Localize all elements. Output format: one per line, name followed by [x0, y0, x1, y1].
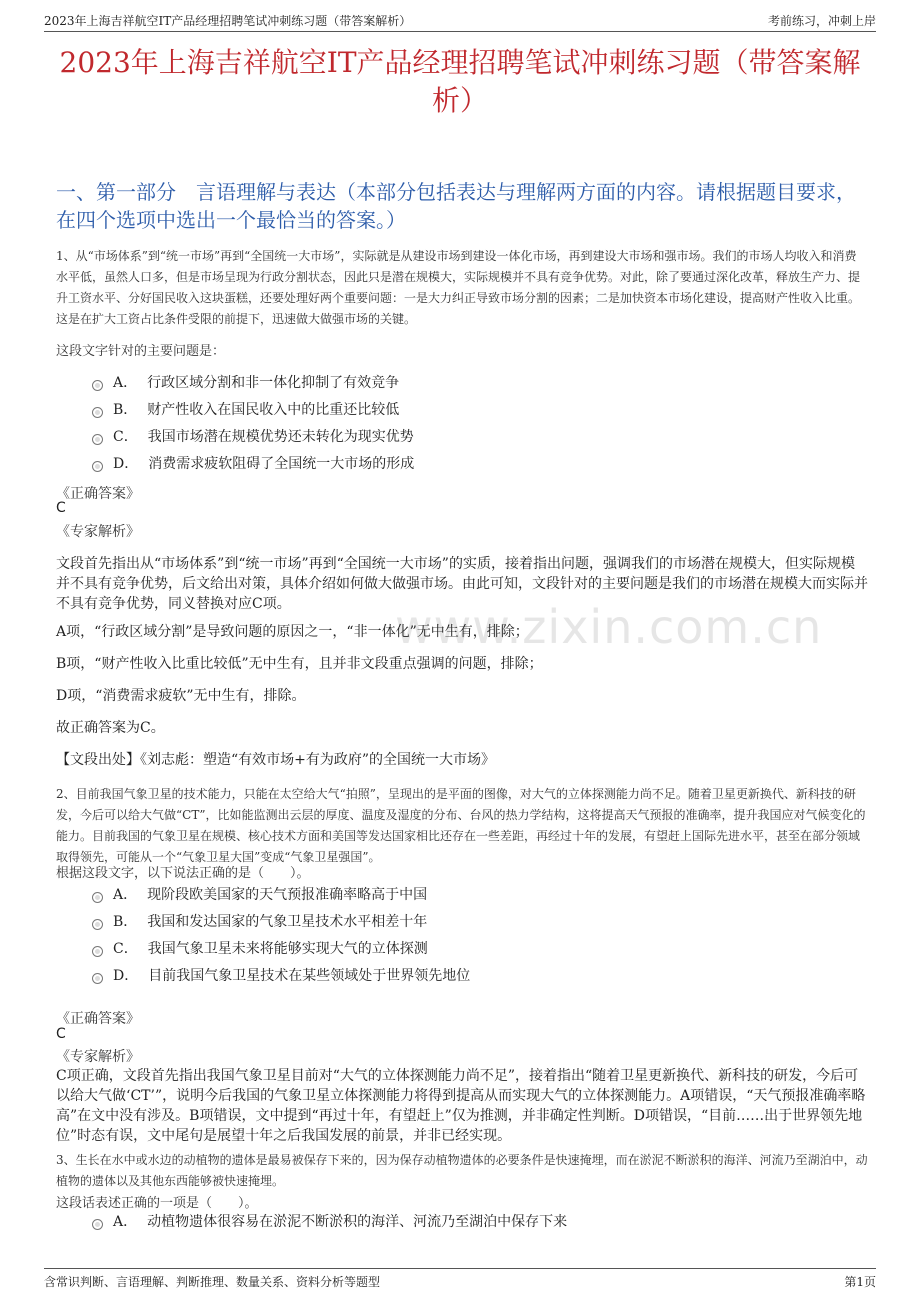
header-divider [44, 31, 876, 32]
option-letter: A． [113, 375, 138, 391]
radio-icon[interactable] [92, 1219, 103, 1230]
option-letter: D． [113, 968, 139, 984]
header-document-title: 2023年上海吉祥航空IT产品经理招聘笔试冲刺练习题（带答案解析） [44, 14, 412, 28]
footer-divider [44, 1268, 876, 1269]
question-1-option-b[interactable] [92, 399, 399, 419]
question-2-answer: C [56, 1026, 66, 1042]
question-1-option-c[interactable] [92, 426, 414, 446]
question-1-analysis-paragraph: 文段首先指出从“市场体系”到“统一市场”再到“全国统一大市场”的实质，接着指出问题，强调我们的市场潜在规模大，但实际规模并不具有竞争优势，后文给出对策，具体介绍如何做大做强市场。由此可知，文段针对的主要问题是我们的市场潜在规模大而实际并不具有竞争优势，同义替换对应C项。 [56, 556, 868, 612]
question-2-option-d[interactable] [92, 965, 470, 985]
question-1-analysis-a: A项，“行政区域分割”是导致问题的原因之一，“非一体化”无中生有，排除； [56, 624, 529, 640]
footer-question-types: 含常识判断、言语理解、判断推理、数量关系、资料分析等题型 [44, 1275, 381, 1289]
option-text: 现阶段欧美国家的天气预报准确率略高于中国 [147, 887, 428, 903]
option-text: 财产性收入在国民收入中的比重还比较低 [147, 402, 400, 418]
radio-icon[interactable] [92, 434, 103, 445]
radio-icon[interactable] [92, 973, 103, 984]
question-1-option-d[interactable] [92, 453, 414, 473]
question-2-answer-label: 《正确答案》 [56, 1011, 140, 1027]
question-1-option-a[interactable] [92, 372, 399, 392]
question-3-option-a[interactable] [92, 1211, 567, 1231]
option-text: 目前我国气象卫星技术在某些领域处于世界领先地位 [148, 968, 471, 984]
page-number: 第1页 [844, 1275, 876, 1289]
option-letter: B． [113, 402, 138, 418]
radio-icon[interactable] [92, 946, 103, 957]
radio-icon[interactable] [92, 380, 103, 391]
option-letter: D． [113, 456, 139, 472]
question-1-prompt: 这段文字针对的主要问题是： [56, 344, 226, 359]
question-2-analysis: C项正确，文段首先指出我国气象卫星目前对“大气的立体探测能力尚不足”，接着指出“随着卫星更新换代、新科技的研发，今后可以给大气做‘CT’”，说明今后我国的气象卫星立体探测能力将得到提高从而实现大气的立体探测能力。A项错误，“天气预报准确率略高”在文中没有涉及。B项错误，文中提到“再过十年，有望赶上”仅为推测，并非确定性判断。D项错误，“目前……出于世界领先地位”时态有误，文中尾句是展望十年之后我国发展的前景，并非已经实现。 [56, 1068, 866, 1144]
header-slogan: 考前练习，冲刺上岸 [767, 14, 876, 28]
question-3-text: 3、生长在水中或水边的动植物的遗体是最易被保存下来的，因为保存动植物遗体的必要条件是快速掩埋，而在淤泥不断淤积的海洋、河流乃至湖泊中，动植物的遗体以及其他东西能够被快速掩埋。 [56, 1153, 868, 1188]
question-1-analysis-label: 《专家解析》 [56, 524, 140, 540]
question-2-option-b[interactable] [92, 911, 427, 931]
option-letter: A． [113, 887, 138, 903]
question-2-analysis-label: 《专家解析》 [56, 1049, 140, 1065]
option-text: 消费需求疲软阻碍了全国统一大市场的形成 [148, 456, 415, 472]
option-letter: B． [113, 914, 138, 930]
watermark: www.zixin.com.cn [395, 600, 823, 654]
question-3-prompt: 这段话表述正确的一项是（ ）。 [56, 1196, 258, 1211]
question-1-conclusion: 故正确答案为C。 [56, 720, 165, 736]
question-2-option-a[interactable] [92, 884, 427, 904]
question-1-answer-label: 《正确答案》 [56, 486, 140, 502]
page-title: 2023年上海吉祥航空IT产品经理招聘笔试冲刺练习题（带答案解析） [59, 46, 861, 117]
question-2-option-c[interactable] [92, 938, 428, 958]
option-text: 我国市场潜在规模优势还未转化为现实优势 [147, 429, 414, 445]
option-letter: A． [113, 1214, 138, 1230]
radio-icon[interactable] [92, 892, 103, 903]
question-2-prompt: 根据这段文字，以下说法正确的是（ ）。 [56, 866, 310, 881]
radio-icon[interactable] [92, 919, 103, 930]
radio-icon[interactable] [92, 461, 103, 472]
question-1-analysis-b: B项，“财产性收入比重比较低”无中生有，且并非文段重点强调的问题，排除； [56, 656, 543, 672]
option-text: 我国和发达国家的气象卫星技术水平相差十年 [147, 914, 428, 930]
option-letter: C． [113, 429, 138, 445]
option-text: 我国气象卫星未来将能够实现大气的立体探测 [147, 941, 428, 957]
question-1-source: 【文段出处】《刘志彪：塑造“有效市场+有为政府”的全国统一大市场》 [56, 752, 496, 768]
radio-icon[interactable] [92, 407, 103, 418]
option-letter: C． [113, 941, 138, 957]
question-1-analysis-d: D项，“消费需求疲软”无中生有，排除。 [56, 688, 306, 704]
option-text: 动植物遗体很容易在淤泥不断淤积的海洋、河流乃至湖泊中保存下来 [147, 1214, 568, 1230]
section-heading: 一、第一部分 言语理解与表达（本部分包括表达与理解两方面的内容。请根据题目要求，在四个选项中选出一个最恰当的答案。） [56, 180, 856, 232]
option-text: 行政区域分割和非一体化抑制了有效竞争 [147, 375, 400, 391]
question-1-text: 1、从“市场体系”到“统一市场”再到“全国统一大市场”，实际就是从建设市场到建设一体化市场，再到建设大市场和强市场。我们的市场人均收入和消费水平低，虽然人口多，但是市场呈现为行政分割状态，因此只是潜在规模大，实际规模并不具有竞争优势。对此，除了要通过深化改革，释放生产力、提升工资水平、分好国民收入这块蛋糕，还要处理好两个重要问题：一是大力纠正导致市场分割的因素；二是加快资本市场化建设，提高财产性收入比重。这是在扩大工资占比条件受限的前提下，迅速做大做强市场的关键。 [56, 249, 861, 326]
question-1-answer: C [56, 500, 66, 516]
question-2-text: 2、目前我国气象卫星的技术能力，只能在太空给大气“拍照”，呈现出的是平面的图像，对大气的立体探测能力尚不足。随着卫星更新换代、新科技的研发，今后可以给大气做“CT”，比如能监测出云层的厚度、温度及湿度的分布、台风的热力学结构，这将提高天气预报的准确率，提升我国应对气候变化的能力。目前我国的气象卫星在规模、核心技术方面和美国等发达国家相比还存在一些差距，再经过十年的发展，有望赶上国际先进水平，甚至在部分领域取得领先，可能从一个“气象卫星大国”变成“气象卫星强国”。 [56, 787, 866, 864]
